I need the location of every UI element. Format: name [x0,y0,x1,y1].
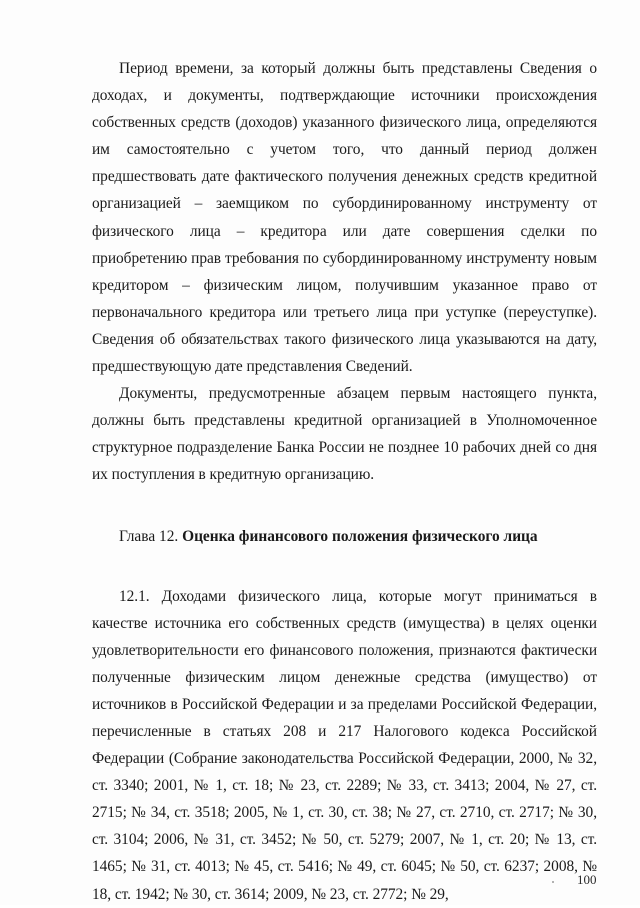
chapter-heading [92,523,597,550]
paragraph-documents-deadline: Документы, предусмотренные абзацем первым настоящего пункта, должны быть представлены кредитной организацией в Уполномоченное структурное подразделение Банка России не позднее 10 рабочих дней со дня их поступления в кредитную организацию. [92,385,597,484]
page-content [92,55,597,908]
chapter-number: Глава 12. [119,527,183,545]
scan-dot [552,881,554,883]
page-number: 100 [577,872,597,887]
paragraph-income-definition: 12.1. Доходами физического лица, которые могут приниматься в качестве источника его собственных средств (имущества) в целях оценки удовлетворительности его финансового положения, признаются фактически полученные физическим лицом денежные средства (имущество) от источников в Российской Федерации и за пределами Российской Федерации, перечисленные в статьях 208 и 217 Налогового кодекса Российской Федерации (Собрание законодательства Российской Федерации, 2000, № 32, ст. 3340; 2001, № 1, ст. 18; № 23, ст. 2289; № 33, ст. 3413; 2004, № 27, ст. 2715; № 34, ст. 3518; 2005, № 1, ст. 30, ст. 38; № 27, ст. 2710, ст. 2717; № 30, ст. 3104; 2006, № 31, ст. 3452; № 50, ст. 5279; 2007, № 1, ст. 20; № 13, ст. 1465; № 31, ст. 4013; № 45, ст. 5416; № 49, ст. 6045; № 50, ст. 6237; 2008, № 18, ст. 1942; № 30, ст. 3614; 2009, № 23, ст. 2772; № 29, [92,587,597,903]
paragraph-reporting-period: Период времени, за который должны быть представлены Сведения о доходах, и документы, подтверждающие источники происхождения собственных средств (доходов) указанного физического лица, определяются им самостоятельно с учетом того, что данный период должен предшествовать дате фактического получения денежных средств кредитной организацией – заемщиком по субординированному инструменту от физического лица – кредитора или дате совершения сделки по приобретению прав требования по субординированному инструменту новым кредитором – физическим лицом, получившим указанное право от первоначального кредитора или третьего лица при уступке (переуступке). Сведения об обязательствах такого физического лица указываются на дату, предшествующую дате представления Сведений. [92,60,597,376]
chapter-title: Оценка финансового положения физического лица [182,527,538,545]
